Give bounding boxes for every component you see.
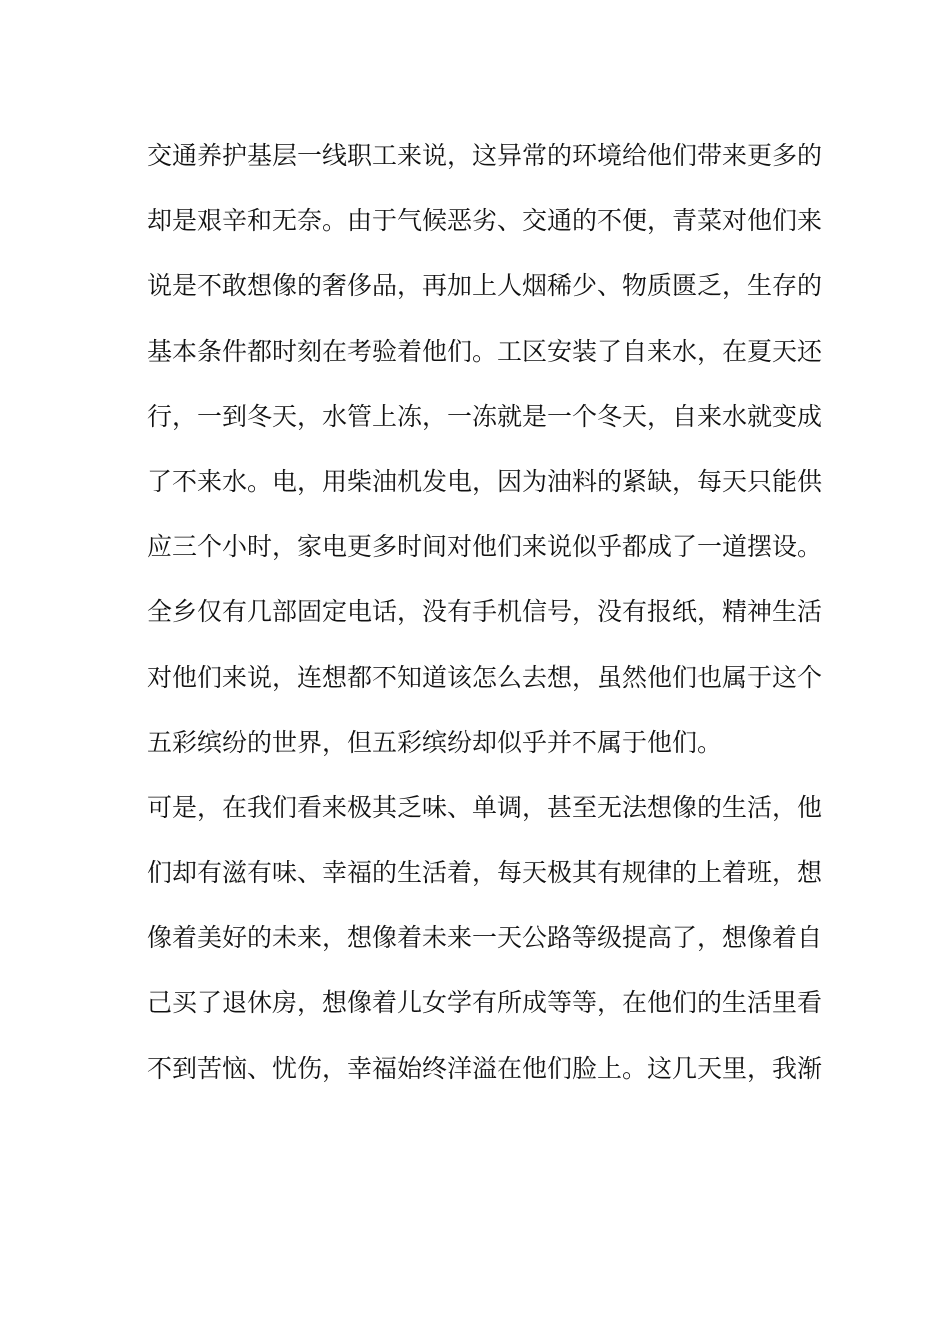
text-line: 们却有滋有味、幸福的生活着，每天极其有规律的上着班，想 — [147, 858, 823, 888]
text-line: 却是艰辛和无奈。由于气候恶劣、交通的不便，青菜对他们来 — [147, 206, 823, 236]
text-line: 己买了退休房，想像着儿女学有所成等等，在他们的生活里看 — [147, 988, 823, 1018]
text-line: 不到苦恼、忧伤，幸福始终洋溢在他们脸上。这几天里，我渐 — [147, 1053, 823, 1083]
text-line: 对他们来说，连想都不知道该怎么去想，虽然他们也属于这个 — [147, 662, 823, 692]
paragraph-2 — [147, 780, 823, 1097]
text-line: 可是，在我们看来极其乏味、单调，甚至无法想像的生活，他 — [147, 792, 823, 822]
text-line: 全乡仅有几部固定电话，没有手机信号，没有报纸，精神生活 — [147, 597, 823, 627]
text-line: 像着美好的未来，想像着未来一天公路等级提高了，想像着自 — [147, 923, 823, 953]
text-line: 了不来水。电，用柴油机发电，因为油料的紧缺，每天只能供 — [147, 466, 823, 496]
text-line: 行，一到冬天，水管上冻，一冻就是一个冬天，自来水就变成 — [147, 401, 823, 431]
text-line: 五彩缤纷的世界，但五彩缤纷却似乎并不属于他们。 — [147, 727, 723, 757]
paragraph-1 — [147, 128, 823, 771]
body-text — [147, 128, 823, 1106]
text-line: 说是不敢想像的奢侈品，再加上人烟稀少、物质匮乏，生存的 — [147, 271, 823, 301]
text-line: 基本条件都时刻在考验着他们。工区安装了自来水，在夏天还 — [147, 336, 823, 366]
text-line: 应三个小时，家电更多时间对他们来说似乎都成了一道摆设。 — [147, 532, 823, 562]
text-line: 交通养护基层一线职工来说，这异常的环境给他们带来更多的 — [147, 141, 823, 170]
